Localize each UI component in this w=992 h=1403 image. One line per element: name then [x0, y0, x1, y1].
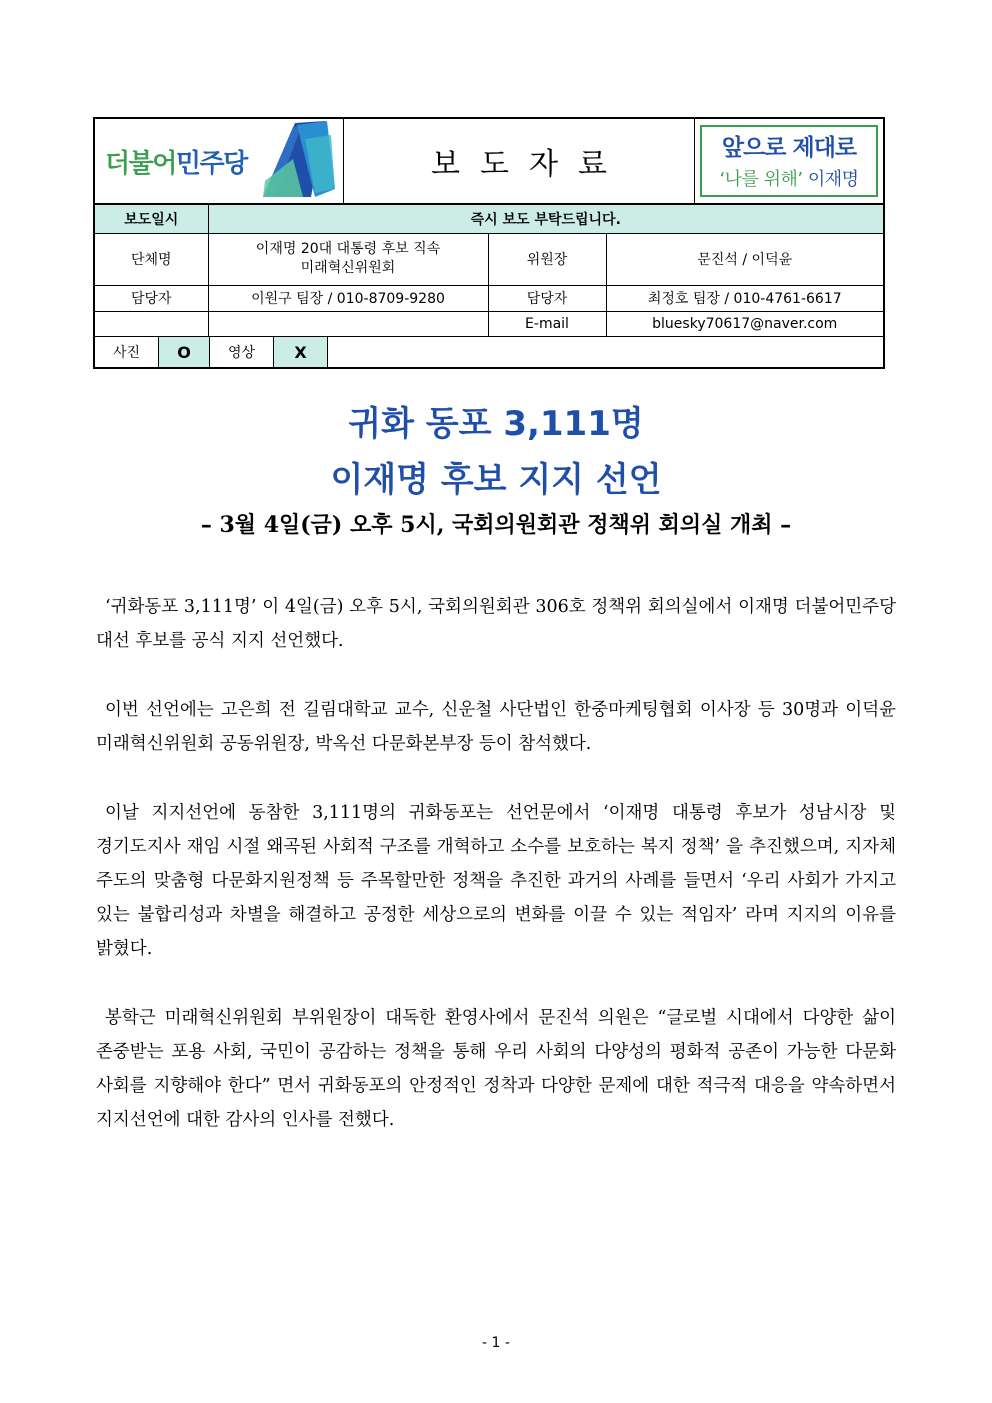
paragraph-4: 봉학근 미래혁신위원회 부위원장이 대독한 환영사에서 문진석 의원은 “글로벌 시대에서 다양한 삶이 존중받는 포용 사회, 국민이 공감하는 정책을 통해 우리 사회의 다양성의 평화적 공존이 가능한 다문화 사회를 지향해야 한다” 면서 귀화동포의 안정적인 정착과 다양한 문제에 대한 적극적 대응을 약속하면서 지지선언에 대한 감사의 인사를 전했다.: [96, 1008, 896, 1130]
org-label: 단체명: [95, 233, 208, 285]
slogan-sub: [702, 165, 876, 191]
contact2-value: 최정호 팀장 / 010-4761-6617: [606, 285, 883, 311]
contact2-label: 담당자: [488, 285, 606, 311]
paragraph-3: 이날 지지선언에 동참한 3,111명의 귀화동포는 선언문에서 ‘이재명 대통령 후보가 성남시장 및 경기도지사 재임 시절 왜곡된 사회적 구조를 개혁하고 소수를 보호하는 복지 정책’ 을 추진했으며, 지자체 주도의 맞춤형 다문화지원정책 등 주목할만한 정책을 추진한 과거의 사례를 들면서 ‘우리 사회가 가지고 있는 불합리성과 차별을 해결하고 공정한 세상으로의 변화를 이끌 수 있는 적임자’ 라며 지지의 이유를 밝혔다.: [96, 803, 896, 959]
chair-value: 문진석 / 이덕윤: [606, 233, 883, 285]
photo-label: 사진: [95, 337, 159, 367]
slogan-main: 앞으로 제대로: [721, 135, 857, 161]
chair-label: 위원장: [488, 233, 606, 285]
party-logo: [95, 119, 344, 203]
document-title: 보도자료: [431, 147, 627, 182]
video-value: X: [274, 337, 328, 367]
org-row: [95, 233, 883, 285]
release-row: [95, 205, 883, 233]
org-value: [208, 233, 488, 285]
video-label: 영상: [210, 337, 274, 367]
email-empty-value: [208, 311, 488, 336]
media-row: [95, 336, 883, 367]
subheadline: – 3월 4일(금) 오후 5시, 국회의원회관 정책위 회의실 개최 –: [200, 512, 792, 538]
title-row: [95, 119, 883, 205]
email-row: [95, 311, 883, 336]
party-name-part2: 민주당: [175, 149, 247, 179]
contact-info-table: [95, 205, 883, 336]
contact-value: 이원구 팀장 / 010-8709-9280: [208, 285, 488, 311]
contact-label: 담당자: [95, 285, 208, 311]
party-name: [105, 143, 247, 180]
campaign-slogan-logo: [694, 119, 883, 203]
article-body: [96, 590, 896, 1172]
paragraph-2: 이번 선언에는 고은희 전 길림대학교 교수, 신운철 사단법인 한중마케팅협회 이사장 등 30명과 이덕윤 미래혁신위원회 공동위원장, 박옥선 다문화본부장 등이 참석했다.: [96, 700, 896, 754]
media-empty: [328, 337, 883, 367]
press-release-header: [93, 117, 885, 369]
headline-line1: 귀화 동포 3,111명: [348, 404, 644, 444]
org-value-line1: 이재명 20대 대통령 후보 직속: [255, 241, 441, 257]
photo-value: O: [159, 337, 210, 367]
contact-row: [95, 285, 883, 311]
page-number: - 1 -: [482, 1335, 510, 1351]
headline-line2: 이재명 후보 지지 선언: [330, 460, 662, 500]
release-label: 보도일시: [95, 205, 208, 233]
org-value-line2: 미래혁신위원회: [300, 260, 396, 276]
email-empty-label: [95, 311, 208, 336]
slogan-box: [700, 125, 878, 197]
email-value[interactable]: bluesky70617@naver.com: [606, 311, 883, 336]
slogan-sub-quote: ‘나를 위해’: [719, 169, 803, 190]
email-label: E-mail: [488, 311, 606, 336]
slogan-sub-name: 이재명: [807, 169, 859, 190]
paragraph-1: ‘귀화동포 3,111명’ 이 4일(금) 오후 5시, 국회의원회관 306호 정책위 회의실에서 이재명 더불어민주당 대선 후보를 공식 지지 선언했다.: [96, 597, 896, 651]
party-name-part1: 더불어: [105, 149, 176, 179]
release-value: 즉시 보도 부탁드립니다.: [208, 205, 883, 233]
party-symbol-icon: [253, 119, 341, 201]
